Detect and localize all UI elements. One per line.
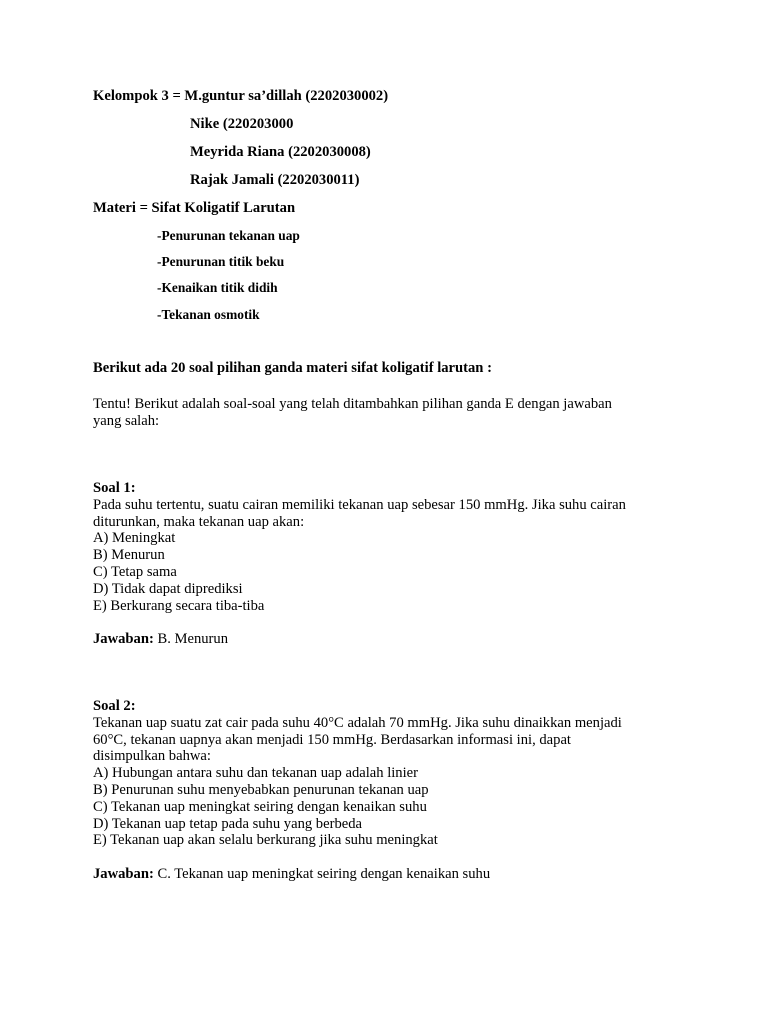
answer-1 [93,631,228,648]
question-text-line: diturunkan, maka tekanan uap akan: [93,513,305,530]
option-a: A) Hubungan antara suhu dan tekanan uap adalah linier [93,765,418,782]
question-text-line: Tekanan uap suatu zat cair pada suhu 40°C adalah 70 mmHg. Jika suhu dinaikkan menjadi [93,714,622,731]
intro-text [93,396,683,430]
materi-item: -Penurunan titik beku [157,254,285,269]
question-1 [93,480,683,614]
answer-label: Jawaban: [93,631,154,647]
option-e: E) Berkurang secara tiba-tiba [93,597,265,614]
option-c: C) Tetap sama [93,563,177,580]
option-d: D) Tekanan uap tetap pada suhu yang berbeda [93,815,362,832]
answer-label: Jawaban: [93,866,154,882]
answer-value: C. Tekanan uap meningkat seiring dengan kenaikan suhu [153,866,491,882]
option-c: C) Tekanan uap meningkat seiring dengan kenaikan suhu [93,798,427,815]
intro-heading: Berikut ada 20 soal pilihan ganda materi sifat koligatif larutan : [93,360,492,376]
group-member: Rajak Jamali (2202030011) [190,172,360,188]
option-a: A) Meningkat [93,530,176,547]
intro-text-line: Tentu! Berikut adalah soal-soal yang telah ditambahkan pilihan ganda E dengan jawaban [93,396,612,412]
question-2 [93,698,683,849]
group-member: Meyrida Riana (2202030008) [190,144,371,160]
question-text-line: 60°C, tekanan uapnya akan menjadi 150 mmHg. Berdasarkan informasi ini, dapat [93,731,571,748]
materi-item: -Kenaikan titik didih [157,280,278,295]
question-text-line: Pada suhu tertentu, suatu cairan memiliki tekanan uap sebesar 150 mmHg. Jika suhu cairan [93,496,626,513]
option-d: D) Tidak dapat diprediksi [93,580,243,597]
answer-value: B. Menurun [153,631,229,647]
question-text-line: disimpulkan bahwa: [93,748,211,765]
materi-item: -Tekanan osmotik [157,307,260,322]
group-member: Nike (220203000 [190,116,294,132]
question-label: Soal 2: [93,698,136,714]
intro-text-line: yang salah: [93,412,160,429]
option-b: B) Penurunan suhu menyebabkan penurunan tekanan uap [93,781,429,798]
materi-item: -Penurunan tekanan uap [157,228,300,243]
materi-heading: Materi = Sifat Koligatif Larutan [93,200,296,216]
group-heading: Kelompok 3 = M.guntur sa’dillah (2202030002) [93,88,389,104]
option-e: E) Tekanan uap akan selalu berkurang jika suhu meningkat [93,832,438,849]
option-b: B) Menurun [93,547,165,564]
question-label: Soal 1: [93,480,136,496]
answer-2 [93,866,490,883]
